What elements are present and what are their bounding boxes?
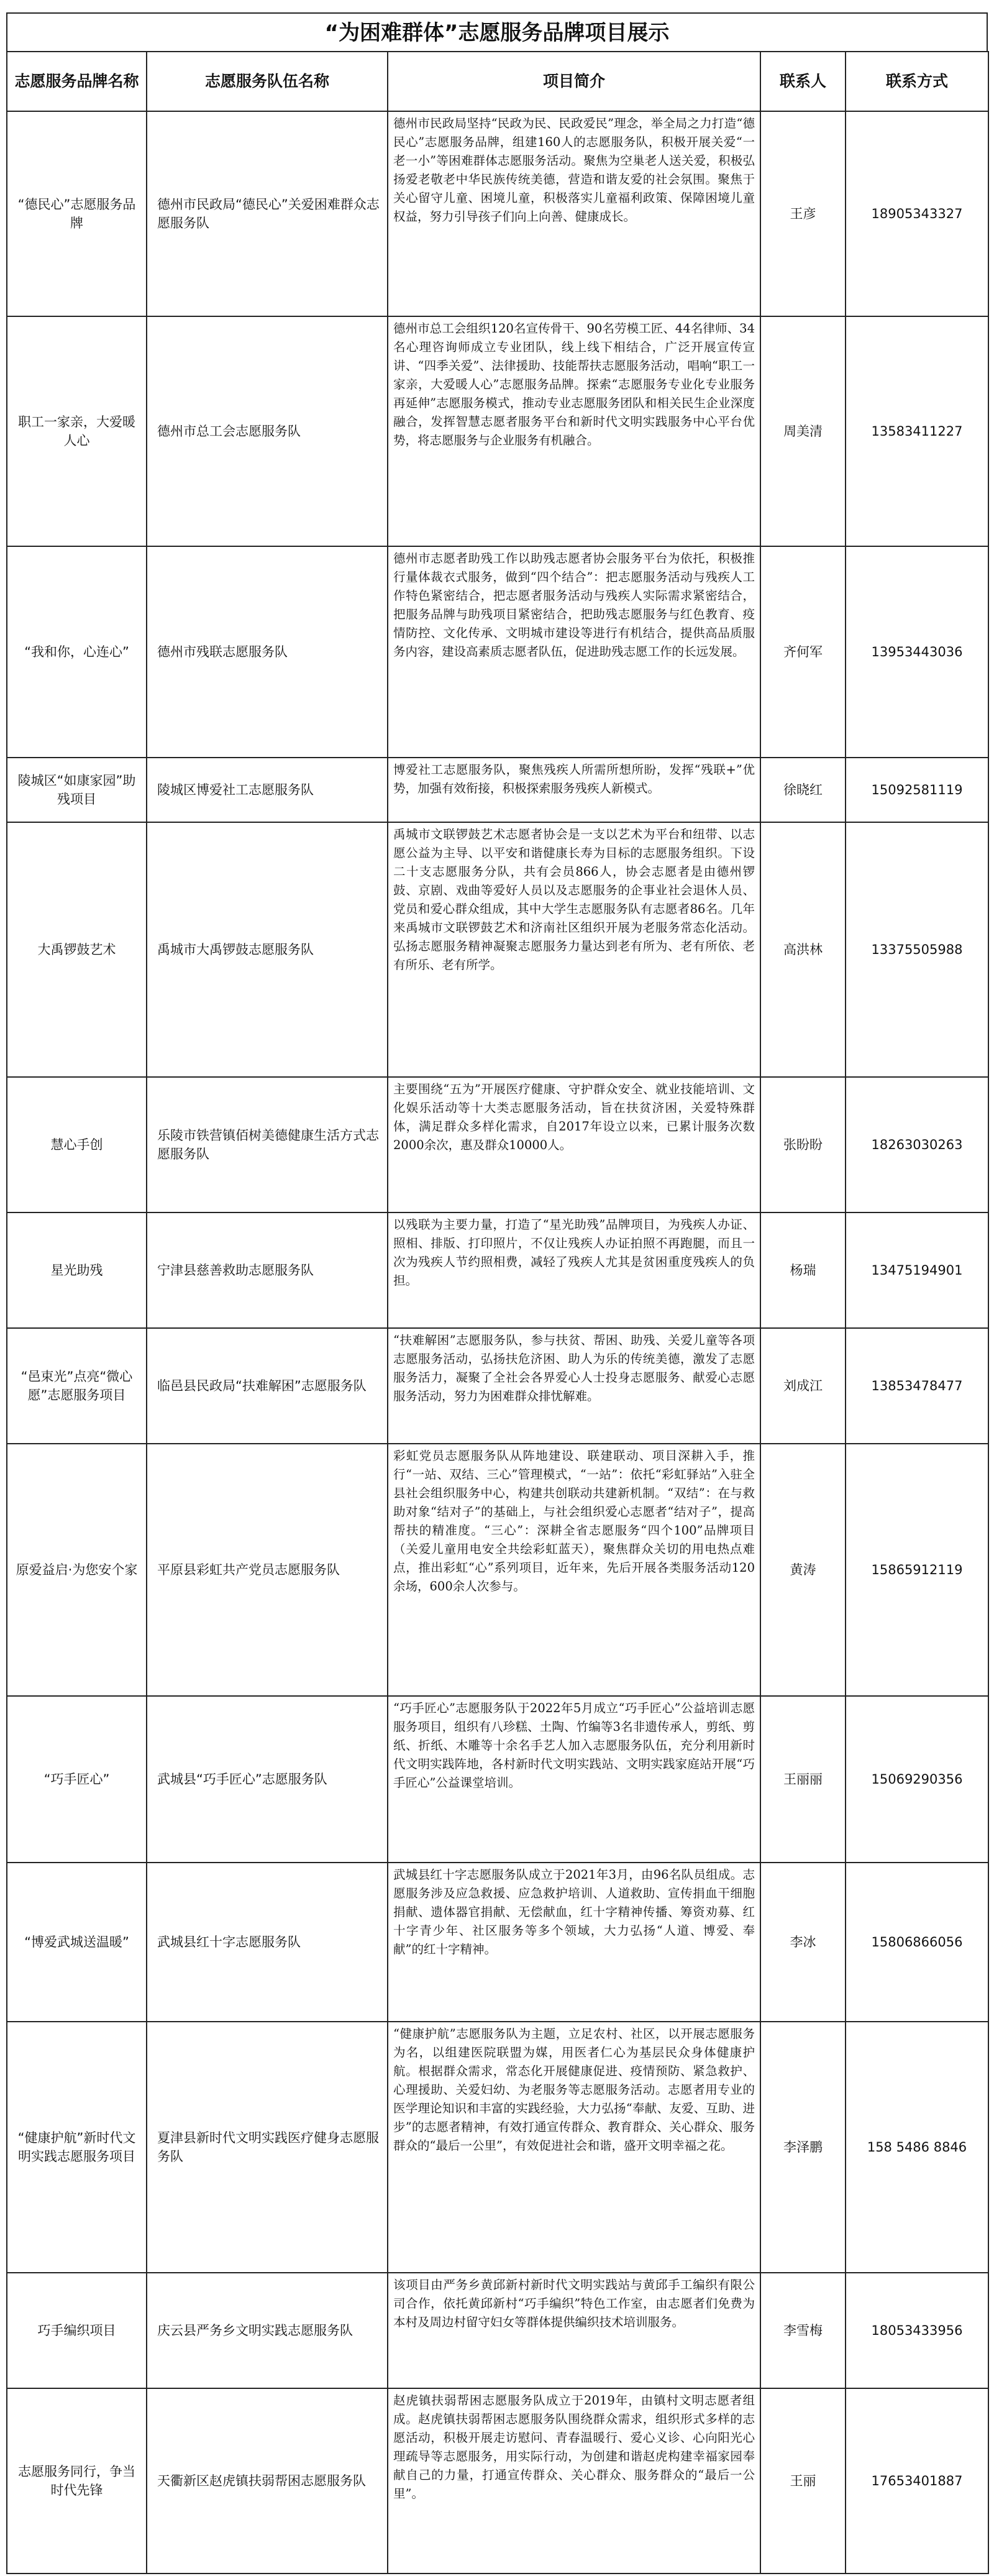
team-name-cell: 夏津县新时代文明实践医疗健身志愿服务队 [147, 2022, 388, 2273]
team-name-cell: 庆云县严务乡文明实践志愿服务队 [147, 2273, 388, 2388]
contact-cell: 王丽 [760, 2388, 846, 2574]
phone-cell: 15806866056 [846, 1863, 988, 2022]
intro-cell: 德州市民政局坚持“民政为民、民政爱民”理念，举全局之力打造“德民心”志愿服务品牌，组建160人的志愿服务队，积极开展关爱“一老一小”等困难群体志愿服务活动。聚焦为空巢老人送关爱，积极弘扬爱老敬老中华民族传统美德，营造和谐友爱的社会氛围。聚焦于关心留守儿童、困境儿童，积极落实儿童福利政策、保障困境儿童权益，努力引导孩子们向上向善、健康成长。 [388, 111, 760, 316]
contact-cell: 李雪梅 [760, 2273, 846, 2388]
table-row [7, 758, 988, 822]
brand-name-cell: 陵城区“如康家园”助残项目 [7, 758, 147, 822]
team-name-cell: 德州市总工会志愿服务队 [147, 316, 388, 546]
table-row [7, 546, 988, 758]
brand-name-cell: “德民心”志愿服务品牌 [7, 111, 147, 316]
table-row [7, 1444, 988, 1696]
table-row [7, 111, 988, 316]
intro-cell: 德州市志愿者助残工作以助残志愿者协会服务平台为依托，积极推行量体裁衣式服务，做到“四个结合”：把志愿服务活动与残疾人工作特色紧密结合，把志愿者服务活动与残疾人实际需求紧密结合，把服务品牌与助残项目紧密结合，把助残志愿服务与红色教育、疫情防控、文化传承、文明城市建设等进行有机结合，提供高品质服务内容，建设高素质志愿者队伍，促进助残志愿工作的长远发展。 [388, 546, 760, 758]
phone-cell: 18905343327 [846, 111, 988, 316]
phone-cell: 13853478477 [846, 1328, 988, 1444]
contact-cell: 周美清 [760, 316, 846, 546]
table-row [7, 1696, 988, 1863]
intro-cell: 赵虎镇扶弱帮困志愿服务队成立于2019年，由镇村文明志愿者组成。赵虎镇扶弱帮困志愿服务队围绕群众需求，组织形式多样的志愿活动，积极开展走访慰问、青春温暖行、爱心义诊、心向阳光心理疏导等志愿服务，用实际行动，为创建和谐赵虎构建幸福家园奉献自己的力量，打通宣传群众、关心群众、服务群众的“最后一公里”。 [388, 2388, 760, 2574]
table-row [7, 2273, 988, 2388]
phone-cell: 15069290356 [846, 1696, 988, 1863]
intro-cell: 彩虹党员志愿服务队从阵地建设、联建联动、项目深耕入手，推行“一站、双结、三心”管理模式，“一站”：依托“彩虹驿站”入驻全县社会组织服务中心，构建共创联动共建新机制。“双结”：在与救助对象“结对子”的基础上，与社会组织爱心志愿者“结对子”，提高帮扶的精准度。“三心”：深耕全省志愿服务“四个100”品牌项目（关爱儿童用电安全共绘彩虹蓝天），聚焦群众关切的用电热点难点，推出彩虹“心”系列项目，近年来，先后开展各类服务活动120余场，600余人次参与。 [388, 1444, 760, 1696]
team-name-cell: 武城县红十字志愿服务队 [147, 1863, 388, 2022]
brand-name-cell: “我和你，心连心” [7, 546, 147, 758]
project-table [6, 51, 989, 2574]
team-name-cell: 平原县彩虹共产党员志愿服务队 [147, 1444, 388, 1696]
team-name-cell: 德州市残联志愿服务队 [147, 546, 388, 758]
header-contact: 联系人 [760, 52, 846, 111]
contact-cell: 徐晓红 [760, 758, 846, 822]
contact-cell: 黄涛 [760, 1444, 846, 1696]
intro-cell: “巧手匠心”志愿服务队于2022年5月成立“巧手匠心”公益培训志愿服务项目，组织有八珍糕、土陶、竹编等3名非遗传承人，剪纸、剪纸、折纸、木雕等十余名手艺人加入志愿服务队伍，充分利用新时代文明实践阵地，各村新时代文明实践站、文明实践家庭站开展“巧手匠心”公益课堂培训。 [388, 1696, 760, 1863]
phone-cell: 15865912119 [846, 1444, 988, 1696]
table-row [7, 1328, 988, 1444]
brand-name-cell: “邑束光”点亮“微心愿”志愿服务项目 [7, 1328, 147, 1444]
contact-cell: 李泽鹏 [760, 2022, 846, 2273]
table-header-row [7, 52, 988, 111]
brand-name-cell: 原爱益启·为您安个家 [7, 1444, 147, 1696]
table-row [7, 2388, 988, 2574]
contact-cell: 王彦 [760, 111, 846, 316]
team-name-cell: 临邑县民政局“扶难解困”志愿服务队 [147, 1328, 388, 1444]
brand-name-cell: 大禹锣鼓艺术 [7, 822, 147, 1077]
contact-cell: 高洪林 [760, 822, 846, 1077]
phone-cell: 13375505988 [846, 822, 988, 1077]
intro-cell: 以残联为主要力量，打造了“星光助残”品牌项目，为残疾人办证、照相、排版、打印照片，不仅让残疾人办证拍照不再跑腿，而且一次为残疾人节约照相费，减轻了残疾人尤其是贫困重度残疾人的负担。 [388, 1212, 760, 1328]
brand-name-cell: 巧手编织项目 [7, 2273, 147, 2388]
brand-name-cell: 志愿服务同行，争当时代先锋 [7, 2388, 147, 2574]
contact-cell: 刘成江 [760, 1328, 846, 1444]
brand-name-cell: 职工一家亲，大爱暖人心 [7, 316, 147, 546]
intro-cell: “健康护航”志愿服务队为主题，立足农村、社区，以开展志愿服务为名，以组建医院联盟为媒，用医者仁心为基层民众身体健康护航。根据群众需求，常态化开展健康促进、疫情预防、紧急救护、心理援助、关爱妇幼、为老服务等志愿服务活动。志愿者用专业的医学理论知识和丰富的实践经验，大力弘扬“奉献、友爱、互助、进步”的志愿者精神，有效打通宣传群众、教育群众、关心群众、服务群众的“最后一公里”，有效促进社会和谐，盛开文明幸福之花。 [388, 2022, 760, 2273]
phone-cell: 158 5486 8846 [846, 2022, 988, 2273]
contact-cell: 李冰 [760, 1863, 846, 2022]
phone-cell: 13953443036 [846, 546, 988, 758]
header-intro: 项目简介 [388, 52, 760, 111]
intro-cell: 德州市总工会组织120名宣传骨干、90名劳模工匠、44名律师、34名心理咨询师成立专业团队，线上线下相结合，广泛开展宣传宣讲、“四季关爱”、法律援助、技能帮扶志愿服务活动，唱响“职工一家亲，大爱暖人心”志愿服务品牌。探索“志愿服务专业化专业服务再延伸”志愿服务模式，推动专业志愿服务团队和相关民生企业深度融合，发挥智慧志愿者服务平台和新时代文明实践服务中心平台优势，将志愿服务与企业服务有机融合。 [388, 316, 760, 546]
contact-cell: 杨瑞 [760, 1212, 846, 1328]
intro-cell: 主要围绕“五为”开展医疗健康、守护群众安全、就业技能培训、文化娱乐活动等十大类志愿服务活动，旨在扶贫济困，关爱特殊群体，满足群众多样化需求，自2017年设立以来，已累计服务次数2000余次，惠及群众10000人。 [388, 1077, 760, 1212]
team-name-cell: 武城县“巧手匠心”志愿服务队 [147, 1696, 388, 1863]
intro-cell: 该项目由严务乡黄邱新村新时代文明实践站与黄邱手工编织有限公司合作，依托黄邱新村“巧手编织”特色工作室，由志愿者们免费为本村及周边村留守妇女等群体提供编织技术培训服务。 [388, 2273, 760, 2388]
intro-cell: 武城县红十字志愿服务队成立于2021年3月，由96名队员组成。志愿服务涉及应急救援、应急救护培训、人道救助、宣传捐血干细胞捐献、遗体器官捐献、无偿献血，红十字精神传播、筹资劝募、红十字青少年、社区服务等多个领域，大力弘扬“人道、博爱、奉献”的红十字精神。 [388, 1863, 760, 2022]
phone-cell: 13475194901 [846, 1212, 988, 1328]
team-name-cell: 禹城市大禹锣鼓志愿服务队 [147, 822, 388, 1077]
header-phone: 联系方式 [846, 52, 988, 111]
phone-cell: 18263030263 [846, 1077, 988, 1212]
table-row [7, 1863, 988, 2022]
team-name-cell: 德州市民政局“德民心”关爱困难群众志愿服务队 [147, 111, 388, 316]
contact-cell: 张盼盼 [760, 1077, 846, 1212]
intro-cell: “扶难解困”志愿服务队，参与扶贫、帮困、助残、关爱儿童等各项志愿服务活动，弘扬扶危济困、助人为乐的传统美德，激发了志愿服务活力，凝聚了全社会各界爱心人士投身志愿服务、献爱心志愿服务活动，努力为困难群众排忧解难。 [388, 1328, 760, 1444]
team-name-cell: 宁津县慈善救助志愿服务队 [147, 1212, 388, 1328]
team-name-cell: 乐陵市铁营镇佰树美德健康生活方式志愿服务队 [147, 1077, 388, 1212]
intro-cell: 禹城市文联锣鼓艺术志愿者协会是一支以艺术为平台和纽带、以志愿公益为主导、以平安和谐健康长寿为目标的志愿服务组织。下设二十支志愿服务分队，共有会员866人，协会志愿者是由德州锣鼓、京剧、戏曲等爱好人员以及志愿服务的企事业社会退休人员、党员和爱心群众组成，其中大学生志愿服务队有志愿者86名。几年来禹城市文联锣鼓艺术和济南社区组织开展为老服务常态化活动。弘扬志愿服务精神凝聚志愿服务力量达到老有所为、老有所依、老有所乐、老有所学。 [388, 822, 760, 1077]
phone-cell: 18053433956 [846, 2273, 988, 2388]
phone-cell: 15092581119 [846, 758, 988, 822]
brand-name-cell: “博爱武城送温暖” [7, 1863, 147, 2022]
contact-cell: 王丽丽 [760, 1696, 846, 1863]
contact-cell: 齐何军 [760, 546, 846, 758]
phone-cell: 13583411227 [846, 316, 988, 546]
table-row [7, 1077, 988, 1212]
page-title: “为困难群体”志愿服务品牌项目展示 [6, 12, 988, 51]
table-row [7, 822, 988, 1077]
team-name-cell: 陵城区博爱社工志愿服务队 [147, 758, 388, 822]
table-row [7, 1212, 988, 1328]
brand-name-cell: “健康护航”新时代文明实践志愿服务项目 [7, 2022, 147, 2273]
brand-name-cell: “巧手匠心” [7, 1696, 147, 1863]
brand-name-cell: 星光助残 [7, 1212, 147, 1328]
header-team-name: 志愿服务队伍名称 [147, 52, 388, 111]
team-name-cell: 天衢新区赵虎镇扶弱帮困志愿服务队 [147, 2388, 388, 2574]
table-row [7, 2022, 988, 2273]
intro-cell: 博爱社工志愿服务队，聚焦残疾人所需所想所盼，发挥“残联+”优势，加强有效衔接，积极探索服务残疾人新模式。 [388, 758, 760, 822]
table-row [7, 316, 988, 546]
phone-cell: 17653401887 [846, 2388, 988, 2574]
header-brand-name: 志愿服务品牌名称 [7, 52, 147, 111]
brand-name-cell: 慧心手创 [7, 1077, 147, 1212]
